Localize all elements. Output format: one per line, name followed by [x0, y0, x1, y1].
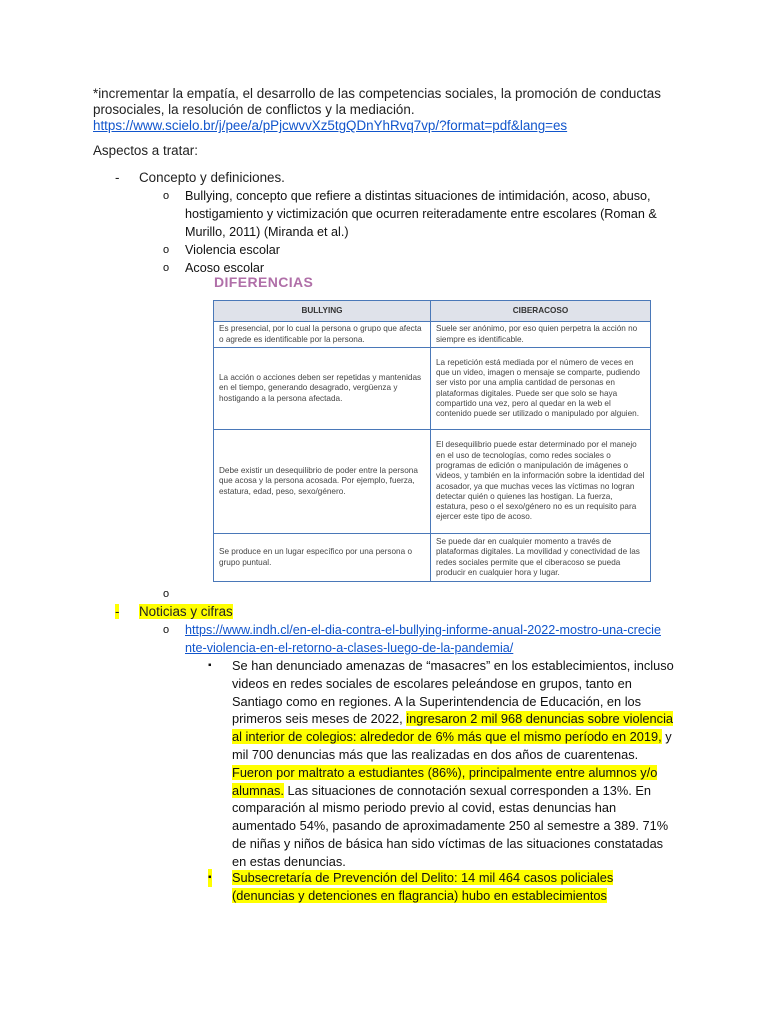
scielo-link[interactable]: https://www.scielo.br/j/pee/a/pPjcwvvXz5tgQDnYhRvq7vp/?format=pdf&lang=es: [93, 118, 568, 133]
intro-paragraph: [93, 86, 693, 134]
list-item: [163, 187, 673, 241]
header-ciberacoso: CIBERACOSO: [431, 301, 651, 322]
list-item: [163, 621, 663, 657]
circle-bullet: o: [163, 244, 170, 256]
news-paragraph: [232, 657, 678, 871]
table-cell: La acción o acciones deben ser repetidas y mantenidas en el tiempo, generando desagrado, vergüenza y hostigando a la persona afectada.: [214, 348, 431, 430]
subsecretaria-text: Subsecretaría de Prevención del Delito: 14 mil 464 casos policiales (denuncias y detenciones en flagrancia) hubo en establecimientos: [232, 870, 614, 903]
table-cell: El desequilibrio puede estar determinado por el manejo en el uso de tecnologías, como redes sociales o programas de edición o manipulación de imágenes o videos, y también en la información sobre la identidad del acosador, ya que muchas veces las víctimas no logran detectar quién o quienes las hostigan. La fuerza, estatura, peso o el sexo/género no es un requisito para ejercer este tipo de acoso.: [431, 430, 651, 534]
section-news-title: Noticias y cifras: [139, 604, 233, 619]
list-item: [208, 657, 678, 871]
bullying-definition: Bullying, concepto que refiere a distintas situaciones de intimidación, acoso, abuso, hostigamiento y victimización que ocurren reiteradamente entre escolares (Roman & Murillo, 2011) (Miranda et al.): [185, 189, 657, 239]
square-bullet: ▪: [208, 869, 212, 887]
circle-bullet: o: [163, 190, 170, 202]
differences-table: [213, 300, 651, 582]
square-bullet: ▪: [208, 660, 212, 671]
header-bullying: BULLYING: [214, 301, 431, 322]
intro-text: *incrementar la empatía, el desarrollo de las competencias sociales, la promoción de conductas prosociales, la resolución de conflictos y la mediación.: [93, 86, 661, 117]
aspects-heading: Aspectos a tratar:: [93, 143, 198, 158]
highlight-maltrato: Fueron por maltrato a estudiantes (86%), principalmente entre alumnos y/o alumnas.: [232, 764, 658, 798]
table-cell: Es presencial, por lo cual la persona o grupo que afecta o agrede es identificable por la persona.: [214, 322, 431, 348]
acoso-escolar: Acoso escolar: [185, 261, 265, 275]
highlight-denuncias: ingresaron 2 mil 968 denuncias sobre violencia al interior de colegios: alrededor de 6% más que el mismo período en 2019,: [232, 711, 674, 745]
news-text: Se han denunciado amenazas de “masacres” en los establecimientos, incluso videos en redes sociales de escolares peleándose en grupos, tanto en Santiago como en regiones. A la Superintendencia de Educación, en los primeros seis meses de 2022,: [232, 658, 674, 727]
news-text: y mil 700 denuncias más que las realizadas en dos años de cuarentenas.: [232, 729, 672, 762]
table-header-row: [214, 301, 651, 322]
table-cell: La repetición está mediada por el número de veces en que un video, imagen o mensaje se comparte, pudiendo ser visto por una amplia cantidad de personas en plataformas digitales. Puede ser que solo se haya compartido una vez, pero al quedar en la web el contenido puede ser utilizado o manipulado por alguien.: [431, 348, 651, 430]
table-cell: Debe existir un desequilibrio de poder entre la persona que acosa y la persona acosada. Por ejemplo, fuerza, estatura, edad, peso, sexo/género.: [214, 430, 431, 534]
list-item: [163, 241, 673, 259]
table-cell: Suele ser anónimo, por eso quien perpetra la acción no siempre es identificable.: [431, 322, 651, 348]
circle-bullet: o: [163, 624, 170, 636]
table-row: [214, 430, 651, 534]
table-cell: Se puede dar en cualquier momento a través de plataformas digitales. La movilidad y conectividad de las redes sociales permite que el ciberacoso se pueda producir en cualquier hora y lugar.: [431, 534, 651, 582]
violencia-escolar: Violencia escolar: [185, 243, 280, 257]
circle-bullet: o: [163, 262, 170, 274]
news-text: Las situaciones de connotación sexual corresponden a 13%. En comparación al mismo periodo previo al covid, estas denuncias han aumentado 54%, pasando de aproximadamente 250 al semestre a 389. 71% de niñas y niños de básica han sido víctimas de las situaciones constatadas en estas denuncias.: [232, 782, 669, 869]
dash-bullet: -: [115, 170, 120, 185]
differences-title: DIFERENCIAS: [214, 274, 314, 290]
section-concept-title: Concepto y definiciones.: [139, 170, 285, 185]
circle-bullet: o: [163, 588, 170, 600]
dash-bullet: -: [115, 604, 120, 619]
table-row: [214, 322, 651, 348]
list-item: [208, 869, 678, 905]
table-row: [214, 348, 651, 430]
indh-link[interactable]: https://www.indh.cl/en-el-dia-contra-el-bullying-informe-anual-2022-mostro-una-creciente-violencia-en-el-retorno-a-clases-luego-de-la-pandemia/: [185, 623, 661, 655]
table-row: [214, 534, 651, 582]
table-cell: Se produce en un lugar específico por una persona o grupo puntual.: [214, 534, 431, 582]
